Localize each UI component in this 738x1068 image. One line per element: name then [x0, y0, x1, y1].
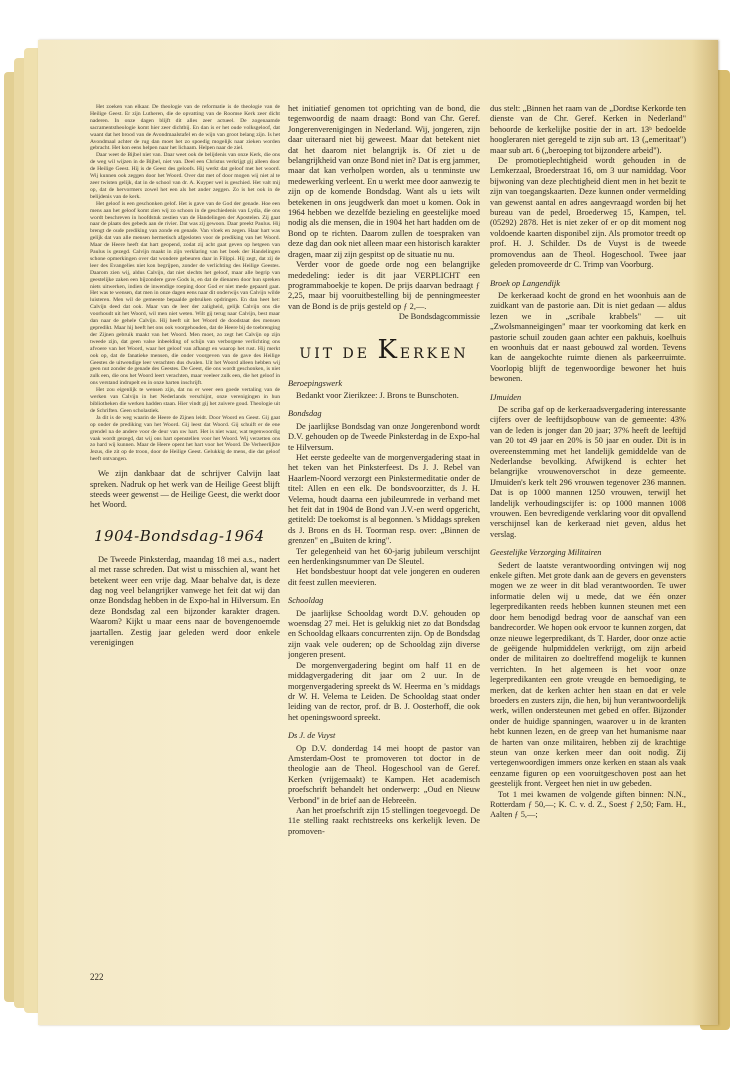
- section-title: Ds J. de Vuyst: [288, 731, 336, 741]
- body-paragraph: het initiatief genomen tot oprichting van de bond, die tegenwoordig de naam draagt: Bond van Chr. Geref. Jongerenverenigingen in Nederland. Wij, jongeren, zijn daar uiteraard niet bij geweest. Maar dat betekent niet dat het daarom niet belangrijk is. Of ziet u de belangrijkheid van onze Bond niet in? Dat is erg jammer, maar dat kan verholpen worden, als u tenminste uw medewerking verleent. En u werkt mee door aanwezig te zijn op de komende Bondsdag. Want als u iets wilt betekenen in ons jeugdwerk dan moet u komen. Ook in 1964 hebben we dezelfde bezieling en geestelijke moed nodig als die mensen, die in 1904 het hart hadden om de Bond op te richten. Daarom zullen de toespraken van deze dag dan ook niet alleen maar een historisch karakter dragen, maar zij zijn gespitst op de situatie nu nu.: [288, 104, 480, 259]
- section-title: Broek op Langendijk: [490, 278, 560, 288]
- bondsdag-article: [90, 555, 280, 649]
- body-paragraph: Bedankt voor Zierikzee: J. Brons te Bunschoten.: [296, 390, 459, 400]
- small-paragraph: Het geloof is een geschonken gelof. Het is gave van de God der genade. Hoe een mens aan het geloof komt zien wij zo schoon in de geschiedenis van Lydia, die ons wordt beschreven in hoofdstuk zestien van de Handelingen der Apostelen. Zij gaat naar de plaats des gebeds aan de rivier. Dat was zij gewoon. Daar preekt Paulus. Hij brengt de oude prediking van zonde en genade. Van vloek en zegen. Haar hart was gelijk dat van alle mensen hermetisch afgesloten voor de prediking van het Woord. Maar de Heere heeft dat hart geopend, zodat zij acht gaat geven op hetgeen van Paulus is gezegd. Calvijn maakt in zijn verklaring van het boek der Handelingen schone opmerkingen over dat wondere gebeuren daar in Filippi. Hij zegt, dat zij de leer des Evangelies niet kon begrijpen, zonder de verlichting des Heilige Geestes. Daarom zien wij, aldus Calvijn, dat niet slechts het geloof, maar alle begrip van geestelijke zaken een bijzondere gave Gods is, en dat de dienaren door hun spreken niets uitwerken, indien de inwendige roeping door God er niet mede gepaard gaat. Het was te wensen, dat men in onze dagen eens naar dit onderwijs van Calvijn wilde luisteren. Men wil de gemeente bepaalde gebruiken opdringen. En dan heet het: Calvijn deed dat ook. Maar van de leer der zaligheid, gelijk Calvijn ons die voorhoudt uit het Woord, wil men niet weten. Wilt gij terug naar Calvijn, best maar dan naar de gehele Calvijn. Hij heeft uit het Woord de doodstaat des mensen gepredikt. Maar hij heeft het ons ook voorgehouden, dat de Heere bij de toebrenging der Zijnen gebruik maakt van het Woord. Men moet, zo zegt het Calvijn op zijn tweede zijn, dat geen valse inbeelding of schijn van verborgene verlichting ons afvoere van het Woord, waar het geloof van afhangt en waarop het rust. Hij merkt ook op, dat de fanatieke mensen, die onder voorgeven van de gave des Heilige Geestes de uitwendige leer verachten dus dwalen. Uit het Woord alleen hebben wij geen nut zonder de genade des Geestes. De Geest, die ons wordt geschonken, is niet zulk een, die ons het Woord leert verachten, maar veeleer zulk een, die het geloof in ons verstand indrupelt en in onze harten inschrijft.: [90, 200, 280, 387]
- body-paragraph: Sedert de laatste verantwoording ontvingen wij nog enkele giften. Met grote dank aan de gevers en gevensters mogen we ze weer in dit blad verantwoorden. Te uwer informatie delen wij u mede, dat we één onzer legerpredikanten reeds hebben kunnen steunen met een door hem benodigd bedrag voor de aanschaf van een bandrecorder. We hopen ook ervoor te kunnen zorgen, dat onze nieuwe legerpredikant, ds T. Harder, door onze actie de geëigende hulpmiddelen verkrijgt, om zijn arbeid onder de militairen zo doeltreffend mogelijk te kunnen verrichten. In het algemeen is het voor onze legerpredikanten een grote vreugde en bemoediging, te merken, dat de kerken achter hen staan en dat er vele broeders en zusters zijn, die hen, bij hun verantwoordelijk werk, willen ondersteunen met gebed en offer. Bijzonder onder de huidige spanningen, waarover u in de kranten hebt kunnen lezen, en de greep van het humanisme naar de harten van onze militairen, hebben zij de krachtige steun van onze kerken meer dan ooit nodig. Zij vertegenwoordigen immers onze kerken en staan als vaak eenzame figuren op een vooruitgeschoven post aan het geestelijk front. Vergeet hen niet in uw gebeden.: [490, 560, 686, 789]
- bondsdag-article-continued: [288, 104, 480, 312]
- small-paragraph: Het zoeken van elkaar. De theologie van de reformatie is de theologie van de Heilige Geest. Er zijn Lutheren, die de opvatting van de Roomse Kerk zeer dicht naderen. In onze dagen blijft dit alles zeer actueel. De zogenaamde sacramentstheologie komt hier zeer dichtbij. En dan is er het oude volksgeloof, dat waant dat het brood van de Avondmaalstafel en de wijn van groot belang zijn. Is het Avondmaal achter de rug dan moet het zo spoedig mogelijk naar zieken worden gebracht. Het kon eens helpen naar het lichaam. Helpen naar de ziel.: [90, 104, 280, 152]
- heading-part: ERKEN: [399, 345, 469, 362]
- body-paragraph: dus stelt: „Binnen het raam van de „Dordtse Kerkorde ten dienste van de Chr. Geref. Kerken in Nederland" behoorde de kerkelijke positie der in art. 13ᵇ bedoelde hoogleraren niet geregeld te zijn sub art. 13 („emeritaat") maar sub art. 6 („beroeping tot bijzondere arbeid").: [490, 104, 686, 155]
- body-paragraph: Het eerste gedeelte van de morgenvergadering staat in het teken van het Pinksterfeest. Ds J. J. Rebel van Haarlem-Noord verzorgt een Pinkstermeditatie onder de titel: Allen en een elk. De bondsvoorzitter, ds J. H. Velema, houdt daarna een jubileumrede in verband met het feit dat in 1904 de Bond van J.V.-en werd opgericht, getiteld: De toekomst is al begonnen. 's Middags spreken ds J. Brons en ds H. Toorman resp. over: „Binnen de grenzen" en „Buiten de kring".: [288, 452, 480, 546]
- section-title: IJmuiden: [490, 392, 522, 402]
- small-paragraph: Het zou eigenlijk te wensen zijn, dat nu er weer een goede vertaling van de werken van Calvijn in het Nederlands verschijnt, onze verenigingen in hun bibliotheken die werken hadden staan. Hier vindt gij het zuivere goud. Theologie uit de Schriften. Geen scholastiek.: [90, 387, 280, 414]
- page-number: 222: [90, 972, 104, 982]
- body-paragraph: Verder voor de goede orde nog een belangrijke mededeling: ieder is dit jaar VERPLICHT een programmaboekje te kopen. De prijs daarvan bedraagt ƒ 2,25, maar bij vooruitbestelling bij de penningmeester van de Bond is de prijs gesteld op ƒ 2,—.: [288, 260, 480, 311]
- column-middle: [288, 104, 480, 984]
- body-paragraph: De jaarlijkse Bondsdag van onze Jongerenbond wordt D.V. gehouden op de Tweede Pinksterdag in de Expo-hal te Hilversum.: [288, 421, 480, 452]
- column-left: [90, 104, 280, 984]
- section-title: Schooldag: [288, 596, 324, 606]
- page-fold-shadow: [692, 40, 718, 1025]
- body-paragraph: We zijn dankbaar dat de schrijver Calvijn laat spreken. Nadruk op het werk van de Heilige Geest blijft steeds weer gewenst — de Heilige Geest, die werkt door het Woord.: [90, 469, 280, 510]
- section-title: Beroepingswerk: [288, 378, 343, 388]
- heading-initial: K: [377, 334, 400, 365]
- body-paragraph: De scriba gaf op de kerkeraadsvergadering interessante cijfers over de leeftijdsopbouw van de gemeente: 43% van de leden is jonger dan 20 jaar; 37% heeft de leeftijd van 20 tot 49 jaar en 20% is 50 jaar en ouder. Dit is in overeenstemming met het landelijk gemiddelde van de Nederlandse bevolking. Afwijkend is echter het belangrijke vrouwenoverschot in deze gemeente. IJmuiden's kerk telt 296 vrouwen tegenover 236 mannen. Dat is op 1000 mannen 1250 vrouwen, terwijl het landelijk verhoudingscijfer is: op 1000 mannen 1008 vrouwen. Een bevredigende verklaring voor dit opvallend verschijnsel kan de kerkeraad niet geven, aldus het verslag.: [490, 404, 686, 539]
- column-right: [490, 104, 686, 984]
- heading-part: UIT DE: [299, 345, 370, 362]
- body-paragraph: De jaarlijkse Schooldag wordt D.V. gehouden op woensdag 27 mei. Het is gelukkig niet zo dat Bondsdag en Schooldag elkaars concurrenten zijn. Op de Bondsdag zijn vaak vele ouderen; op de Schooldag zijn diverse jongeren present.: [288, 608, 480, 660]
- review-closing: [90, 469, 280, 511]
- bondsdag-headline: 1904-Bondsdag-1964: [94, 526, 265, 545]
- small-paragraph: Daar weet de Bijbel niet van. Daar weet ook de belijdenis van onze Kerk, die ons de weg wil wijzen in de Bijbel, niet van. Deel een Christus verkrijgt gij alleen door de Heilige Geest. Hij is de Geest des geloofs. Hij werkt dat geloof met het woord. Wij kunnen ook zeggen door het Woord. Over dat met of door mogen wij niet al te zeer twisten gelijk, dat in de school van dr. A. Kuyper wel is geschied. Het valt mij op, dat de hervormers zowel het een als het ander zeggen. Zo is het ook in de belijdenis van de kerk.: [90, 152, 280, 200]
- body-paragraph: De morgenvergadering begint om half 11 en de middagvergadering dit jaar om 2 uur. In de morgenvergadering spreekt ds W. Heerma en 's middags dr W. H. Velema te Leiden. De Schooldag staat onder leiding van de rector, prof. dr B. J. Oosterhoff, die ook het openingswoord spreekt.: [288, 660, 480, 722]
- uit-de-kerken-heading: [288, 335, 480, 365]
- body-paragraph: Het bondsbestuur hoopt dat vele jongeren en ouderen dit feest zullen meevieren.: [288, 567, 480, 587]
- body-paragraph: De Tweede Pinksterdag, maandag 18 mei a.s., nadert al met rasse schreden. Dat wist u misschien al, want het betekent weer een vrije dag. Maar behalve dat, is deze dag nog veel belangrijker vanwege het feit dat wij dan onze Bondsdag hebben in de Expo-hal in Hilversum. En deze Bondsdag zal een bijzonder karakter dragen. Waarom? Kijkt u maar eens naar de bovengenoemde jaartallen. Zestig jaar geleden werd door enkele verenigingen: [90, 554, 280, 647]
- section-title: Geestelijke Verzorging Militairen: [490, 548, 602, 558]
- body-paragraph: Op D.V. donderdag 14 mei hoopt de pastor van Amsterdam-Oost te promoveren tot doctor in de theologie aan de Theol. Hogeschool van de Geref. Kerken (vrijgemaakt) te Kampen. Het academisch proefschrift behandelt het onderwerp: „Oud en Nieuw Verbond" in de brief aan de Hebreeën.: [288, 743, 480, 805]
- body-paragraph: Tot 1 mei kwamen de volgende giften binnen: N.N., Rotterdam ƒ 50,—; K. C. v. d. Z., Soest ƒ 2,50; Fam. H., Aalten ƒ 5,—;: [490, 789, 686, 820]
- article-calvijn-small-print: [90, 104, 280, 463]
- magazine-page: [38, 40, 718, 1025]
- section-title: Bondsdag: [288, 409, 322, 419]
- body-paragraph: Aan het proefschrift zijn 15 stellingen toegevoegd. De 11e stelling raakt rechtstreeks ons kerkelijk leven. De promoven-: [288, 805, 480, 836]
- body-paragraph: De kerkeraad kocht de grond en het woonhuis aan de zuidkant van de pastorie aan. Dit is niet gedaan — aldus lezen we in „scribale krabbels" — uit „Zwolsmanneigingen" maar ter voorkoming dat kerk en pastorie schuil zouden gaan achter een pakhuis, koelhuis en woonhuis dat er naast gebouwd zal worden. Tevens kan de aangekochte ruimte dienen als parkeerruimte. Voorlopig blijft de tegenwoordige bewoner het huis bewonen.: [490, 290, 686, 384]
- body-paragraph: De promotieplechtigheid wordt gehouden in de Lemkerzaal, Broederstraat 16, om 3 uur namiddag. Voor bijwoning van deze plechtigheid dient men in het bezit te zijn van toegangskaarten. Deze kunnen onder vermelding van gewenst aantal en adres aangevraagd worden bij het bureau van de pedel, Broederweg 15, Kampen, tel. (05292) 2878. Het is niet zeker of er op dit moment nog voldoende kaarten disponibel zijn. Als promotor treedt op prof. H. J. Schilder. Ds de Vuyst is de tweede promovendus aan de Theol. Hogeschool. Twee jaar geleden promoveerde dr C. Trimp van Voorburg.: [490, 156, 686, 270]
- de-vuyst-continued: [490, 104, 686, 271]
- body-paragraph: Ter gelegenheid van het 60-jarig jubileum verschijnt een herdenkingsnummer van De Sleutel.: [288, 546, 480, 567]
- signature: De Bondsdagcommissie: [398, 312, 480, 322]
- small-paragraph: Ja dit is de weg waarin de Heere de Zijnen leidt. Door Woord en Geest. Gij gaat op onder de prediking van het Woord. Gij leest dat Woord. Gij schuift er de ene grendel na de andere voor de deur van uw hart. Het is niet waar, wat tegenwoordig vaak wordt gezegd, dat wij ons hart openstellen voor het Woord. Wij verzetten ons zo hard wij kunnen. Maar de Heere opent het hart voor het Woord. De Verheerlijkte Jezus, die zit op de troon, door de Heilige Geest. Gelukkig de mens, die dat geloof heeft ontvangen.: [90, 414, 280, 463]
